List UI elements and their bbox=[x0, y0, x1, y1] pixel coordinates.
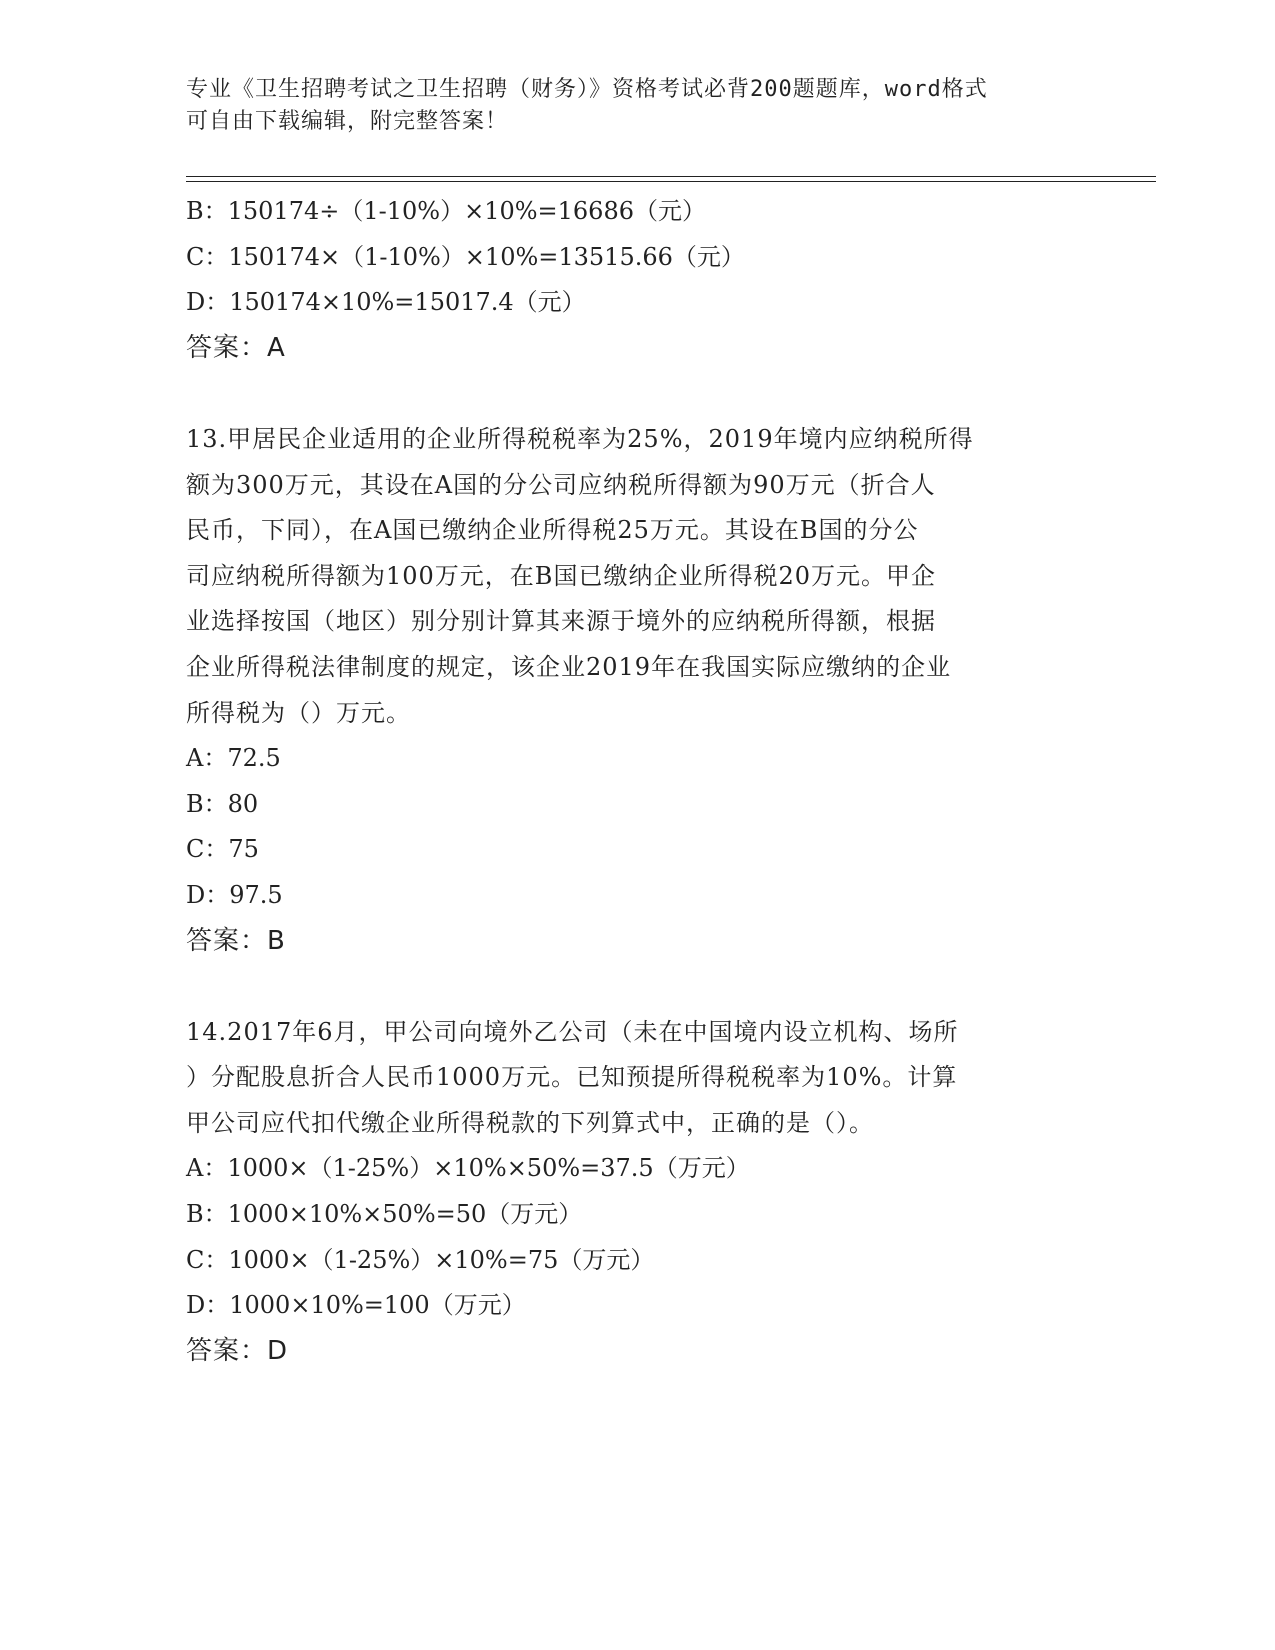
q13-stem-line-6: 企业所得税法律制度的规定，该企业2019年在我国实际应缴纳的企业 bbox=[186, 652, 952, 681]
spacer bbox=[186, 964, 1086, 1010]
q13-stem-line-5: 业选择按国（地区）别分别计算其来源于境外的应纳税所得额，根据 bbox=[186, 607, 936, 636]
q13-option-d: D：97.5 bbox=[186, 880, 283, 909]
q13-stem-line-1: 13.甲居民企业适用的企业所得税税率为25%，2019年境内应纳税所得 bbox=[186, 424, 974, 453]
q14-stem-line-3: 甲公司应代扣代缴企业所得税款的下列算式中，正确的是（）。 bbox=[186, 1108, 874, 1137]
question-12 bbox=[186, 189, 1086, 371]
q13-option-b: B：80 bbox=[186, 789, 259, 818]
q14-stem-line-2: ）分配股息折合人民币1000万元。已知预提所得税税率为10%。计算 bbox=[186, 1063, 958, 1092]
page-header bbox=[186, 74, 1086, 138]
q13-stem-line-3: 民币，下同），在A国已缴纳企业所得税25万元。其设在B国的分公 bbox=[186, 516, 919, 545]
q14-option-c: C：1000×（1-25%）×10%=75（万元） bbox=[186, 1245, 655, 1274]
spacer bbox=[186, 371, 1086, 417]
document-body bbox=[186, 189, 1086, 1374]
question-13 bbox=[186, 417, 1086, 964]
q13-option-c: C：75 bbox=[186, 835, 259, 864]
q14-option-d: D：1000×10%=100（万元） bbox=[186, 1291, 526, 1320]
q14-option-b: B：1000×10%×50%=50（万元） bbox=[186, 1200, 583, 1229]
question-14 bbox=[186, 1010, 1086, 1375]
q14-option-a: A：1000×（1-25%）×10%×50%=37.5（万元） bbox=[186, 1154, 750, 1183]
q13-stem-line-7: 所得税为（）万元。 bbox=[186, 698, 411, 727]
q13-answer: 答案：B bbox=[186, 925, 286, 956]
q12-option-b: B：150174÷（1-10%）×10%=16686（元） bbox=[186, 197, 706, 225]
q13-stem-line-2: 额为300万元，其设在A国的分公司应纳税所得额为90万元（折合人 bbox=[186, 470, 936, 499]
header-line-1: 专业《卫生招聘考试之卫生招聘（财务）》资格考试必背200题题库，word格式 bbox=[186, 77, 988, 102]
q14-answer: 答案：D bbox=[186, 1335, 289, 1366]
header-rule-top bbox=[186, 176, 1156, 177]
q12-option-c: C：150174×（1-10%）×10%=13515.66（元） bbox=[186, 242, 745, 271]
q12-option-d: D：150174×10%=15017.4（元） bbox=[186, 288, 586, 317]
q13-stem-line-4: 司应纳税所得额为100万元，在B国已缴纳企业所得税20万元。甲企 bbox=[186, 561, 936, 590]
q12-answer: 答案：A bbox=[186, 332, 286, 363]
header-rule-bottom bbox=[186, 181, 1156, 182]
q13-option-a: A：72.5 bbox=[186, 744, 281, 773]
header-line-2: 可自由下载编辑，附完整答案！ bbox=[186, 109, 509, 134]
q14-stem-line-1: 14.2017年6月，甲公司向境外乙公司（未在中国境内设立机构、场所 bbox=[186, 1017, 959, 1046]
